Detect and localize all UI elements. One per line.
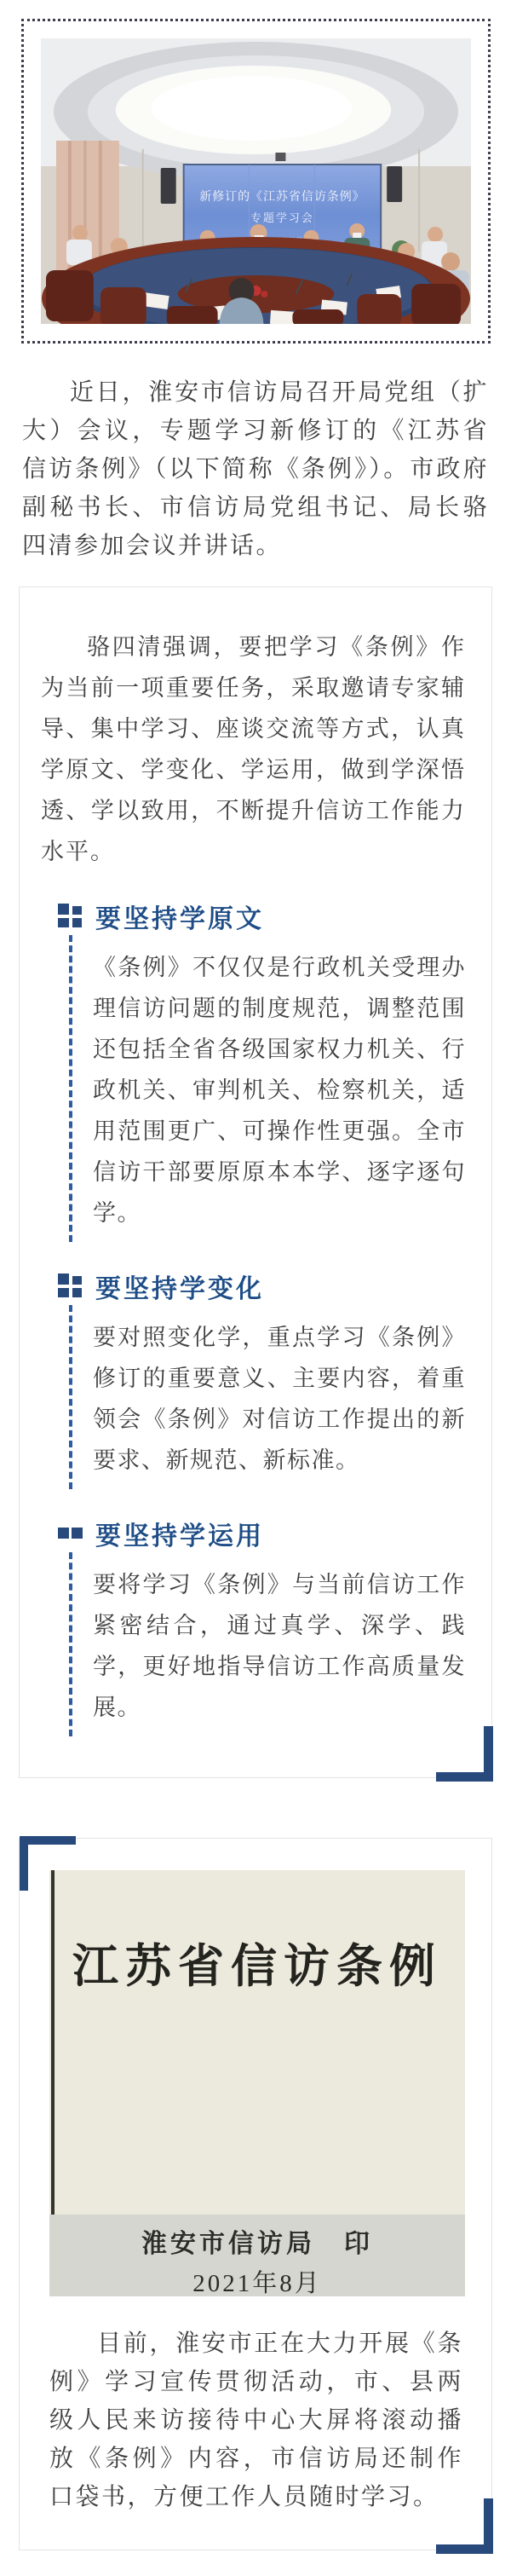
section-heading: 要坚持学变化 <box>95 1275 264 1303</box>
photo-frame <box>21 19 491 344</box>
screen-title-line2: 专题学习会 <box>250 211 314 225</box>
intro-paragraph: 近日，淮安市信访局召开局党组（扩大）会议，专题学习新修订的《江苏省信访条例》（以下简称《条例》）。市政府副秘书长、市信访局党组书记、局长骆四清参加会议并讲话。 <box>22 378 489 558</box>
section-heading-row <box>58 1515 466 1552</box>
section-learn-apply <box>41 1515 466 1736</box>
screen-title-line1: 新修订的《江苏省信访条例》 <box>199 188 365 204</box>
section-heading-row <box>58 898 466 935</box>
book-cover-title: 江苏省信访条例 <box>72 1941 442 1992</box>
grid-squares-icon <box>58 904 83 929</box>
emphasis-box <box>19 586 492 1778</box>
section-heading: 要坚持学原文 <box>95 905 264 933</box>
book-cover-footer <box>49 2215 465 2296</box>
section-body: 要对照变化学，重点学习《条例》修订的重要意义、主要内容，着重领会《条例》对信访工作提出的新要求、新规范、新标准。 <box>69 1305 466 1489</box>
twin-squares-icon <box>58 1526 83 1541</box>
section-body: 要将学习《条例》与当前信访工作紧密结合，通过真学、深学、践学，更好地指导信访工作高质量发展。 <box>69 1552 466 1736</box>
section-body: 《条例》不仅仅是行政机关受理办理信访问题的制度规范，调整范围还包括全省各级国家权力机关、行政机关、审判机关、检察机关，适用范围更广、可操作性更强。全市信访干部要原原本本学、逐字逐句学。 <box>69 935 466 1242</box>
book-cover-photo[interactable] <box>49 1870 465 2296</box>
meeting-room-photo[interactable] <box>41 38 471 324</box>
speaker-left <box>161 168 176 204</box>
section-heading-row <box>58 1268 466 1305</box>
speaker-right <box>387 166 402 202</box>
book-box <box>19 1838 492 2550</box>
book-cover-date: 2021年8月 <box>192 2270 322 2296</box>
section-learn-original <box>41 898 466 1242</box>
section-learn-changes <box>41 1268 466 1489</box>
page-bottom-spacer <box>0 2550 511 2576</box>
corner-bracket-icon <box>436 2498 493 2554</box>
outro-paragraph: 目前，淮安市正在大力开展《条例》学习宣传贯彻活动，市、县两级人民来访接待中心大屏将滚动播放《条例》内容，市信访局还制作口袋书，方便工作人员随时学习。 <box>49 2330 463 2510</box>
section-heading: 要坚持学运用 <box>95 1522 264 1551</box>
camera <box>275 153 285 161</box>
book-cover-publisher: 淮安市信访局 印 <box>141 2230 373 2258</box>
corner-bracket-icon <box>436 1726 493 1782</box>
lead-paragraph: 骆四清强调，要把学习《条例》作为当前一项重要任务，采取邀请专家辅导、集中学习、座谈交流等方式，认真学原文、学变化、学运用，做到学深悟透、学以致用，不断提升信访工作能力水平。 <box>41 634 466 864</box>
grid-squares-icon <box>58 1274 83 1299</box>
